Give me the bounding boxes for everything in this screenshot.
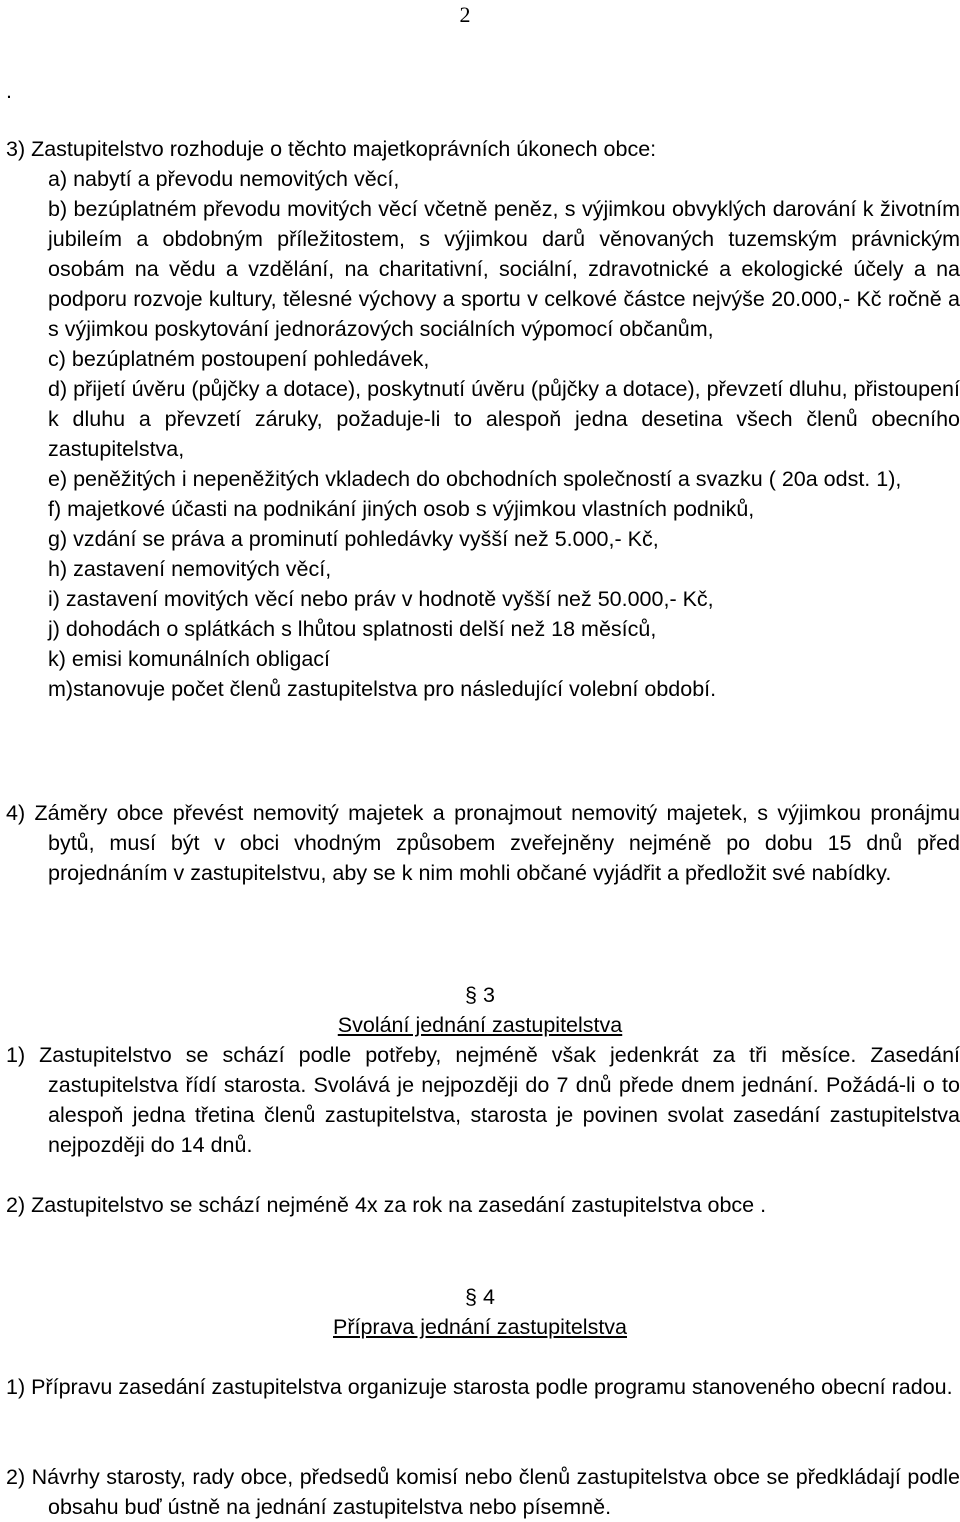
list-item-d: d) přijetí úvěru (půjčky a dotace), poskytnutí úvěru (půjčky a dotace), převzetí dluhu, přistoupení k dluhu a převzetí záruky, požaduje-li to alespoň jedna desetina všech členů obecního zastupitelstva, bbox=[48, 377, 960, 461]
paragraph4-text: 4) Záměry obce převést nemovitý majetek a pronajmout nemovitý majetek, s výjimkou pronájmu bytů, musí být v obci vhodným způsobem zveřejněny nejméně po dobu 15 dnů před projednáním v zastupitelstvu, aby se k nim mohli občané vyjádřit a předložit své nabídky. bbox=[6, 801, 960, 885]
section4-number: § 4 bbox=[465, 1285, 495, 1309]
list-item-a: a) nabytí a převodu nemovitých věcí, bbox=[48, 167, 400, 191]
list-item-h: h) zastavení nemovitých věcí, bbox=[48, 557, 332, 581]
section3-title: Svolání jednání zastupitelstva bbox=[337, 1013, 623, 1037]
list-item-i: i) zastavení movitých věcí nebo práv v hodnotě vyšší než 50.000,- Kč, bbox=[48, 587, 714, 611]
section4-paragraph1: 1) Přípravu zasedání zastupitelstva organizuje starosta podle programu stanoveného obecní radou. bbox=[6, 1375, 953, 1399]
page-number: 2 bbox=[459, 2, 471, 27]
list-item-k: k) emisi komunálních obligací bbox=[48, 647, 331, 671]
section2-paragraph4 bbox=[0, 798, 960, 888]
list-item-f: f) majetkové účasti na podnikání jiných osob s výjimkou vlastních podniků, bbox=[48, 497, 755, 521]
stray-dot: . bbox=[6, 79, 12, 103]
list-item-c: c) bezúplatném postoupení pohledávek, bbox=[48, 347, 430, 371]
section4-paragraph2: 2) Návrhy starosty, rady obce, předsedů komisí nebo členů zastupitelstva obce se předkládají podle obsahu buď ústně na jednání zastupitelstva nebo písemně. bbox=[6, 1465, 960, 1519]
list-item-e: e) peněžitých i nepeněžitých vkladech do obchodních společností a svazku ( 20a odst. 1), bbox=[48, 467, 902, 491]
section2-paragraph3 bbox=[0, 134, 960, 704]
section3-paragraph1: 1) Zastupitelstvo se schází podle potřeby, nejméně však jedenkrát za tři měsíce. Zasedání zastupitelstva řídí starosta. Svolává je nejpozději do 7 dnů přede dnem jednání. Požádá-li o to alespoň jedna třetina členů zastupitelstva, starosta je povinen svolat zasedání zastupitelstva nejpozději do 14 dnů. bbox=[6, 1043, 960, 1157]
section-sign: § bbox=[465, 1285, 478, 1309]
section3-number: § 3 bbox=[465, 983, 495, 1007]
list-item-b: b) bezúplatném převodu movitých věcí včetně peněz, s výjimkou obvyklých darování k životním jubileím a obdobným příležitostem, s výjimkou darů věnovaných tuzemským právnickým osobám na vědu a vzdělání, na charitativní, sociální, zdravotnické a ekologické účely a na podporu rozvoje kultury, tělesné výchovy a sportu v celkové částce nejvýše 20.000,- Kč ročně a s výjimkou poskytování jednorázových sociálních výpomocí občanům, bbox=[48, 197, 960, 341]
section-sign: § bbox=[465, 983, 478, 1007]
list-item-m: m)stanovuje počet členů zastupitelstva pro následující volební období. bbox=[48, 677, 717, 701]
paragraph3-intro: 3) Zastupitelstvo rozhoduje o těchto majetkoprávních úkonech obce: bbox=[6, 137, 657, 161]
list-item-j: j) dohodách o splátkách s lhůtou splatnosti delší než 18 měsíců, bbox=[48, 617, 657, 641]
section3-paragraph2: 2) Zastupitelstvo se schází nejméně 4x za rok na zasedání zastupitelstva obce . bbox=[6, 1193, 767, 1217]
list-item-g: g) vzdání se práva a prominutí pohledávky vyšší než 5.000,- Kč, bbox=[48, 527, 659, 551]
section4-title: Příprava jednání zastupitelstva bbox=[333, 1315, 627, 1339]
